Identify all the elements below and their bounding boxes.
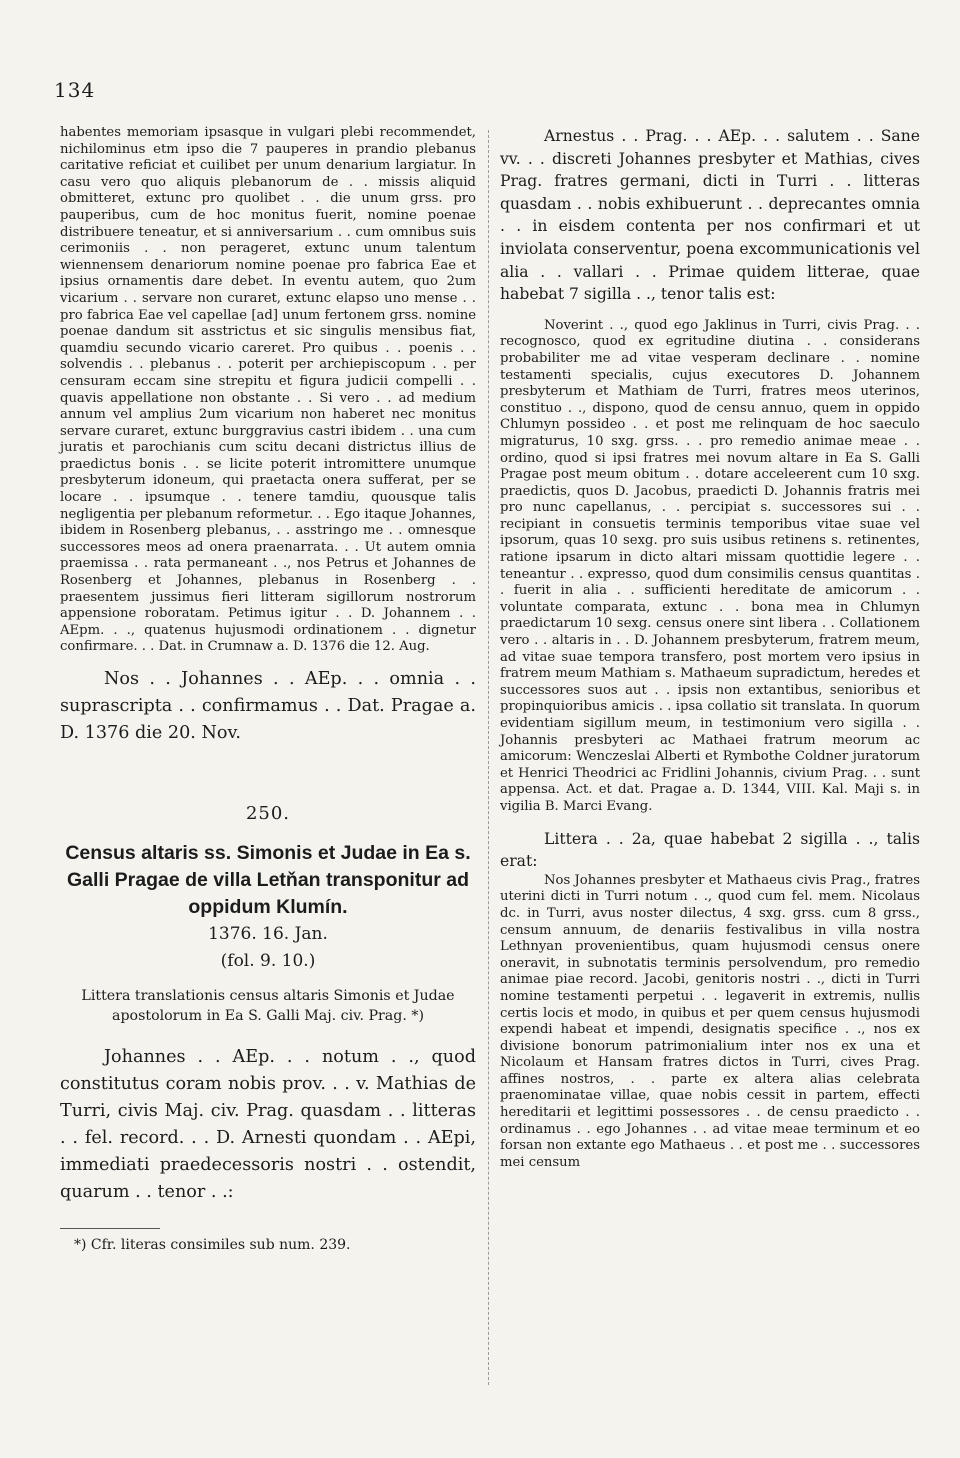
paragraph-noverint: Noverint . ., quod ego Jaklinus in Turri, civis Prag. . . recognosco, quod ex egritudine diutina . . considerans probabiliter me ad vitae vesperam declinare . . nomine testamenti specialis, cujus executores D. Johannem presbyterum et Mathiam de Turri, fratres meos uterinos, constituo . ., dispono, quod de censu annuo, quem in oppido Chlumyn possideo . . et post me relinquam de hoc saeculo migraturus, 10 sxg. grss. . . pro remedio animae meae . . ordino, quod si ipsi fratres mei novum altare in Ea S. Galli Pragae post meum obitum . . dotare acceleerent cum 10 sxg. praedictis, quos D. Jacobus, praedicti D. Johannis fratris mei pro nunc capellanus, . . percipiat s. successores sui . . recipiant in consuetis terminis temporibus vitae suae vel ipsorum, quas 10 sexg. pro suis usibus retinens s. retinentes, ratione ipsarum in dicto altari missam quottidie legere . . teneantur . . expresso, quod dum consimilis census quantitas . . fuerit in alia . . sufficienti hereditate de amicorum . . voluntate comparata, extunc . . bona mea in Chlumyn praedictarum 10 sexg. census onere sint libera . . Collationem vero . . altaris in . . D. Johannem presbyterum, fratrem meum, ad vitae suae tempora transfero, post mortem vero ipsius in fratrem meum Mathiam s. Mathaeum supradictum, heredes et successores suos aut . . ipsis non extantibus, senioribus et propinquioribus amicis . . ipsa collatio sit translata. In quorum evidentiam sigillum meum, in testimonium vero sigilla . . Johannis presbyteri ac Mathaei fratrum meorum ac amicorum: Wenczeslai Alberti et Rymbothe Coldner juratorum et Henrici Theodrici ac Fridlini Johannis, civium Prag. . . sunt appensa. Act. et dat. Pragae a. D. 1344, VIII. Kal. Maji s. in vigilia B. Marci Evang. xyxy=(500,317,920,814)
document-number: 250. xyxy=(245,803,291,824)
paragraph-nos-johannes: Nos Johannes presbyter et Mathaeus civis Prag., fratres uterini dicti in Turri notum . ., quod cum fel. mem. Nicolaus dc. in Turri, avus noster dilectus, 4 sxg. grss. cum 8 grss., censum annuum, de denariis festivalibus in villa nostra Lethnyan provenientibus, quam hujusmodi census onere oneravit, in subnotatis terminis persolvendum, pro remedio animae piae record. Jacobi, genitoris nostri . ., dicti in Turri nomine testamenti perpetui . . legaverit in extremis, nullis certis locis et modo, in quibus et per quem census hujusmodi expendi habeat et impendi, designatis specifice . ., nos ex divisione bonorum patrimonialium inter nos ex una et Nicolaum et Hansam fratres dictos in Turri, cives Prag. affines nostros, . . parte ex altera alias celebrata praenominatae villae, quae nobis cessit in partem, effecti hereditarii et legittimi possessores . . de censu praedicto . . ordinamus . . ego Johannes . . ad vitae meae terminum et eo forsan non extante ego Mathaeus . . et post me . . successores mei censum xyxy=(500,872,920,1170)
document-heading-date: 1376. 16. Jan. xyxy=(208,924,328,944)
footnote: *) Cfr. literas consimiles sub num. 239. xyxy=(74,1237,351,1253)
document-summary: Littera translationis census altaris Simonis et Judae apostolorum in Ea S. Galli Maj. civ. Prag. *) xyxy=(81,988,455,1024)
document-heading: Census altaris ss. Simonis et Judae in Ea s. Galli Pragae de villa Letňan transponitur ad oppidum Klumín. xyxy=(65,842,471,918)
footnote-rule xyxy=(60,1228,160,1229)
column-right xyxy=(500,125,920,1171)
paragraph-confirmation: Nos . . Johannes . . AEp. . . omnia . . suprascripta . . confirmamus . . Dat. Pragae a. D. 1376 die 20. Nov. xyxy=(60,669,476,743)
paragraph-johannes: Johannes . . AEp. . . notum . ., quod constitutus coram nobis prov. . . v. Mathias de Turri, civis Maj. civ. Prag. quasdam . . litteras . . fel. record. . . D. Arnesti quondam . . AEpi, immediati praedecessoris nostri . . ostendit, quarum . . tenor . .: xyxy=(60,1047,476,1202)
paragraph-arnestus: Arnestus . . Prag. . . AEp. . . salutem . . Sane vv. . . discreti Johannes presbyter et Mathias, cives Prag. fratres germani, dicti in Turri . . litteras quasdam . . nobis exhibuerunt . . deprecantes omnia . . in eisdem contenta per nos confirmari et ut inviolata conserventur, poena excommunicationis vel alia . . vallari . . Primae quidem litterae, quae habebat 7 sigilla . ., tenor talis est: xyxy=(500,127,920,304)
document-source: (fol. 9. 10.) xyxy=(220,951,316,971)
paragraph-littera-secunda: Littera . . 2a, quae habebat 2 sigilla . ., talis erat: xyxy=(500,829,920,871)
column-left xyxy=(60,125,476,1253)
page-number: 134 xyxy=(54,78,96,102)
column-divider xyxy=(488,130,489,1385)
paragraph-continuation: habentes memoriam ipsasque in vulgari plebi recommendet, nichilominus etm ipso die 7 pauperes in prandio plebanus caritative reficiat et cuilibet per unum denarium largiatur. In casu vero quo aliquis plebanorum de . . missis aliquid obmitteret, extunc pro quolibet . . die unum grss. pro pauperibus, cum de hoc monitus fuerit, nomine poenae distribuere teneatur, et si anniversarium . . cum omnibus suis cerimoniis . . non perageret, extunc unum talentum wiennensem denariorum nomine poenae pro fabrica Eae et ipsius ornamentis dare debet. In eventu autem, quo 2um vicarium . . servare non curaret, extunc elapso uno mense . . pro fabrica Eae vel capellae [ad] unum fertonem grss. nomine poenae dandum sit asstrictus et sic singulis mensibus fiat, quamdiu secundo vicario careret. Pro quibus . . poenis . . solvendis . . plebanus . . poterit per archiepiscopum . . per censuram eccam sine strepitu et figura judicii compelli . . quavis appellatione non obstante . . Si vero . . ad medium annum vel amplius 2um vicarium non haberet nec monitus servare curaret, extunc burggravius castri ibidem . . una cum juratis et parochianis cum scitu decani districtus illius de praedictus bonis . . se licite poterit intromittere unumque presbyterum idoneum, qui praetacta onera sufferat, per se locare . . ipsumque . . tenere tamdiu, quousque talis negligentia per plebanum reformetur. . . Ego itaque Johannes, ibidem in Rosenberg plebanus, . . asstringo me . . omnesque successores meos ad onera praenarrata. . . Ut autem omnia praemissa . . rata permaneant . ., nos Petrus et Johannes de Rosenberg et Johannes, plebanus in Rosenberg . . praesentem jussimus fieri litteram sigillorum nostrorum appensione roboratam. Petimus igitur . . D. Johannem . . AEpm. . ., quatenus hujusmodi ordinationem . . dignetur confirmare. . . Dat. in Crumnaw a. D. 1376 die 12. Aug. xyxy=(60,125,476,655)
